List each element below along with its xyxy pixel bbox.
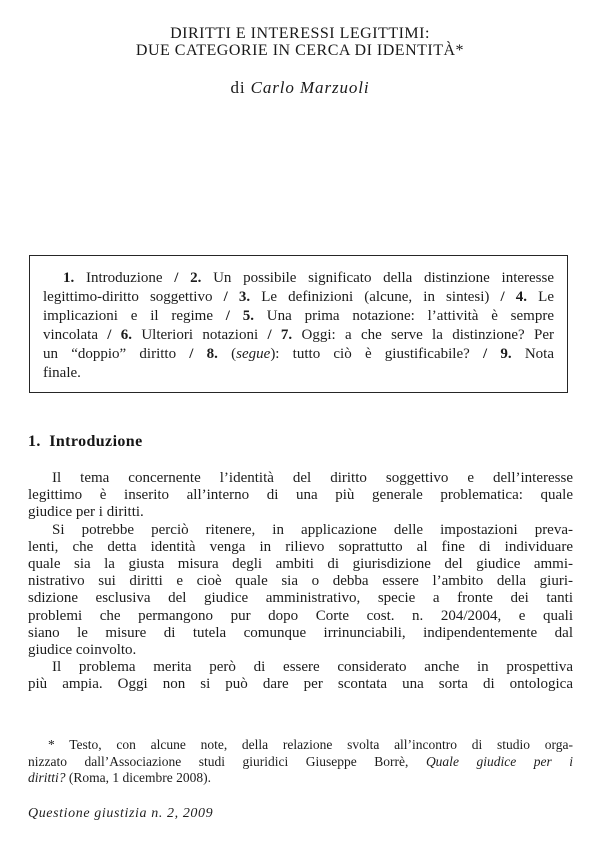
text-segment: segue [236, 346, 271, 362]
text-segment: Nota [511, 346, 555, 362]
text-segment: nistrativo sui diritti e cioè quale sia o debba essere l’ambito della giuri- [28, 573, 573, 590]
text-segment: quale sia la giusta misura degli ambiti di giurisdizione del giudice ammi- [28, 556, 573, 573]
text-line [28, 608, 573, 625]
text-segment: lenti, che detta identità venga in rilievo soprattutto al fine di individuare [28, 538, 573, 555]
article-body [28, 470, 573, 694]
text-segment: / 8. [189, 346, 218, 362]
text-line [28, 737, 573, 754]
article-header [0, 26, 600, 59]
text-line [28, 754, 573, 771]
text-segment: legittimo-diritto soggettivo [43, 289, 224, 305]
text-line [28, 573, 573, 590]
text-segment: implicazioni e il regime [43, 308, 226, 324]
text-segment: / 9. [483, 346, 512, 362]
text-segment: vincolata [43, 327, 108, 343]
text-segment: legittimo è inserito all’interno di una più generale problematica: quale [28, 487, 573, 504]
byline-author: Carlo Marzuoli [250, 78, 370, 97]
text-line [28, 676, 573, 693]
text-segment: più ampia. Oggi non si può dare per scontata una sorta di ontologica [28, 676, 573, 693]
journal-footer: Questione giustizia n. 2, 2009 [28, 806, 214, 821]
text-segment: 1. [63, 270, 75, 286]
text-segment: ( [217, 346, 237, 362]
text-line [28, 470, 573, 487]
text-segment: Oggi: a che serve la distinzione? Per [292, 327, 554, 343]
text-segment: Le [527, 289, 555, 305]
text-line [28, 590, 573, 607]
article-title-line-1: DIRITTI E INTERESSI LEGITTIMI: [170, 25, 430, 42]
paragraph [28, 470, 573, 522]
text-segment: finale. [43, 365, 81, 381]
text-line [43, 307, 554, 326]
text-line [28, 522, 573, 539]
byline-prefix: di [230, 78, 251, 97]
text-segment: Ulteriori notazioni [132, 327, 268, 343]
text-segment: siano le misure di tutela comunque irrinunciabili, indipendentemente dal [28, 624, 573, 641]
text-segment: Si potrebbe perciò ritenere, in applicazione delle impostazioni preva- [52, 521, 573, 538]
text-segment: Le definizioni (alcune, in sintesi) [250, 289, 501, 305]
text-segment: diritti? [28, 770, 66, 785]
text-line [28, 642, 573, 659]
text-segment: Un possibile significato della distinzione interesse [201, 270, 555, 286]
section-heading: 1. Introduzione [28, 433, 143, 450]
text-line [28, 487, 573, 504]
summary-box [29, 255, 568, 393]
text-segment: Quale giudice per i [425, 753, 573, 769]
text-segment: / 4. [500, 289, 528, 305]
text-line [28, 659, 573, 676]
text-line [43, 345, 554, 364]
text-line [43, 326, 554, 345]
text-segment: (Roma, 1 dicembre 2008). [65, 770, 211, 785]
text-segment: nizzato dall’Associazione studi giuridici Giuseppe Borrè, [28, 753, 426, 769]
text-segment: giudice coinvolto. [28, 642, 137, 659]
text-line [28, 504, 573, 521]
text-segment: sdizione esclusiva del giudice amministrativo, specie a fronte dei tanti [28, 590, 573, 607]
text-segment: Il problema merita però di essere considerato anche in prospettiva [52, 659, 573, 676]
paragraph [28, 659, 573, 693]
text-segment: / 6. [107, 327, 133, 343]
text-line [28, 770, 573, 787]
text-segment: un “doppio” diritto [43, 346, 190, 362]
article-title-line-2: DUE CATEGORIE IN CERCA DI IDENTITÀ* [135, 41, 465, 59]
text-line [28, 539, 573, 556]
text-line [28, 556, 573, 573]
text-line [43, 364, 554, 383]
text-segment: problemi che permangono pur dopo Corte cost. n. 204/2004, e quali [28, 607, 573, 624]
footnote [28, 737, 573, 787]
text-segment: / 7. [267, 327, 293, 343]
text-line [28, 625, 573, 642]
text-line [43, 269, 554, 288]
text-segment: ): tutto ciò è giustificabile? [270, 346, 483, 362]
text-segment: giudice per i diritti. [28, 504, 144, 521]
text-segment: Una prima notazione: l’attività è sempre [254, 308, 554, 324]
text-line [43, 288, 554, 307]
text-segment: / 2. [174, 270, 202, 286]
byline [0, 78, 600, 98]
text-segment: / 3. [223, 289, 251, 305]
text-segment: * Testo, con alcune note, della relazione svolta all’incontro di studio orga- [48, 737, 573, 752]
paragraph [28, 522, 573, 660]
text-segment: / 5. [225, 308, 254, 324]
text-segment: Il tema concernente l’identità del diritto soggettivo e dell’interesse [52, 470, 573, 486]
text-segment: Introduzione [74, 270, 175, 286]
